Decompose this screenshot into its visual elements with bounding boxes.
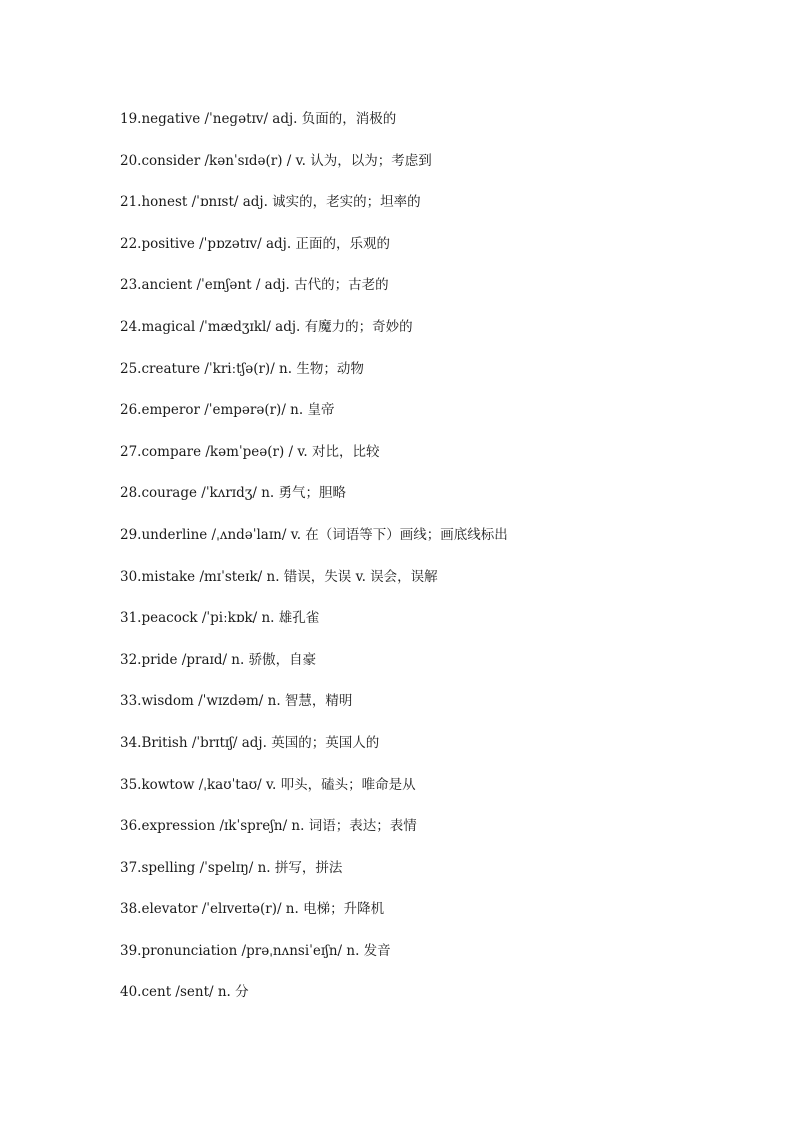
- vocab-entry-32: [120, 649, 760, 691]
- vocab-entry-20: [120, 150, 760, 192]
- vocab-entry-26: [120, 399, 760, 441]
- vocab-entry-34: [120, 732, 760, 774]
- vocab-entry-33: [120, 690, 760, 732]
- entry-text: 31.peacock /ˈpiːkɒk/ n. 雄孔雀: [120, 610, 320, 627]
- vocab-entry-21: [120, 191, 760, 233]
- entry-text: 26.emperor /ˈempərə(r)/ n. 皇帝: [120, 402, 335, 419]
- vocab-entry-38: [120, 898, 760, 940]
- vocab-entry-22: [120, 233, 760, 275]
- vocab-entry-28: [120, 482, 760, 524]
- entry-text: 38.elevator /ˈelɪveɪtə(r)/ n. 电梯；升降机: [120, 901, 385, 918]
- entry-text: 22.positive /ˈpɒzətɪv/ adj. 正面的，乐观的: [120, 235, 390, 252]
- vocabulary-list: [120, 108, 760, 1023]
- entry-text: 39.pronunciation /prəˌnʌnsiˈeɪʃn/ n. 发音: [120, 942, 391, 959]
- entry-text: 19.negative /ˈneɡətɪv/ adj. 负面的，消极的: [120, 111, 397, 127]
- vocab-entry-29: [120, 524, 760, 566]
- entry-text: 33.wisdom /ˈwɪzdəm/ n. 智慧，精明: [120, 693, 353, 710]
- entry-text: 24.magical /ˈmædʒɪkl/ adj. 有魔力的；奇妙的: [120, 318, 413, 335]
- vocab-entry-23: [120, 274, 760, 316]
- entry-text: 28.courage /ˈkʌrɪdʒ/ n. 勇气；胆略: [120, 485, 346, 502]
- vocab-entry-19: [120, 108, 760, 150]
- entry-text: 35.kowtow /ˌkaʊˈtaʊ/ v. 叩头，磕头；唯命是从: [120, 776, 416, 793]
- entry-text: 23.ancient /ˈeɪnʃənt / adj. 古代的；古老的: [120, 277, 389, 294]
- vocab-entry-27: [120, 441, 760, 483]
- vocab-entry-36: [120, 815, 760, 857]
- entry-text: 36.expression /ɪkˈspreʃn/ n. 词语；表达；表情: [120, 818, 417, 835]
- entry-text: 30.mistake /mɪˈsteɪk/ n. 错误，失误 v. 误会，误解: [120, 568, 438, 585]
- vocab-entry-40: [120, 981, 760, 1023]
- entry-text: 20.consider /kənˈsɪdə(r) / v. 认为，以为；考虑到: [120, 152, 432, 169]
- vocab-entry-31: [120, 607, 760, 649]
- entry-text: 34.British /ˈbrɪtɪʃ/ adj. 英国的；英国人的: [120, 734, 380, 751]
- entry-text: 27.compare /kəmˈpeə(r) / v. 对比，比较: [120, 443, 380, 460]
- vocab-entry-24: [120, 316, 760, 358]
- entry-text: 32.pride /praɪd/ n. 骄傲，自豪: [120, 651, 317, 668]
- vocab-entry-35: [120, 774, 760, 816]
- vocab-entry-30: [120, 566, 760, 608]
- vocab-entry-37: [120, 857, 760, 899]
- vocab-entry-25: [120, 358, 760, 400]
- entry-text: 37.spelling /ˈspelɪŋ/ n. 拼写，拼法: [120, 859, 343, 876]
- entry-text: 21.honest /ˈɒnɪst/ adj. 诚实的，老实的；坦率的: [120, 194, 421, 211]
- vocab-entry-39: [120, 940, 760, 982]
- entry-text: 25.creature /ˈkriːtʃə(r)/ n. 生物；动物: [120, 360, 364, 377]
- entry-text: 29.underline /ˌʌndəˈlaɪn/ v. 在（词语等下）画线；画底线标出: [120, 526, 508, 543]
- entry-text: 40.cent /sent/ n. 分: [120, 984, 249, 1001]
